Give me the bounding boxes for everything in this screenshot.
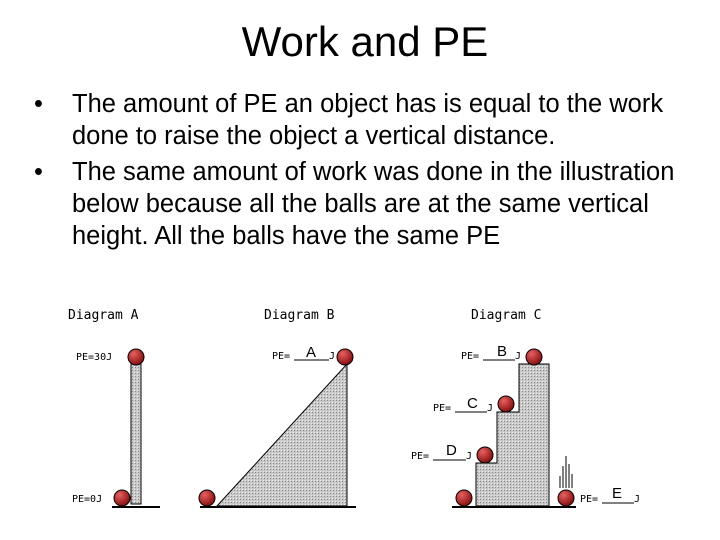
diagram-a [68,308,160,507]
diagram-b-title: Diagram B [264,308,335,323]
diagram-a-title: Diagram A [68,308,139,323]
bullet-text: The same amount of work was done in the illustration below because all the balls are at the same vertical height. All the balls have the same PE [72,158,675,250]
blank-letter: C [467,395,478,412]
diagrams-illustration [0,298,720,540]
ball-icon [477,447,493,463]
diagram-a-bottom-label: PE=0J [72,494,103,505]
pe-suffix: J [487,403,494,414]
pe-suffix: J [515,351,522,362]
ball-icon [456,490,472,506]
slide-title: Work and PE [241,18,489,65]
diagram-c [411,308,640,507]
pe-prefix: PE= [411,451,430,462]
diagram-c-title: Diagram C [471,308,542,323]
diagram-b [199,308,356,507]
motion-lines [560,456,572,488]
blank-letter: B [497,343,508,360]
pe-suffix: J [634,494,641,505]
blank-letter: A [306,344,317,361]
ball-icon [558,490,574,506]
diagram-a-top-label: PE=30J [76,352,113,363]
bullet-text: The amount of PE an object has is equal to the work done to raise the object a vertical distance. [72,90,664,150]
ball-icon [337,349,353,365]
bullet-item [28,88,688,152]
ball-icon [128,349,144,365]
ball-icon [498,396,514,412]
diagram-c-staircase [476,364,549,506]
bullet-item [28,156,688,252]
bullet-list [28,88,688,256]
pe-prefix: PE= [272,351,291,362]
bullet-dot: • [34,90,43,118]
blank-letter: E [612,485,623,502]
pe-suffix: J [329,351,336,362]
blank-letter: D [446,442,457,459]
pe-prefix: PE= [580,494,599,505]
diagram-b-ramp [217,364,347,506]
ball-icon [526,349,542,365]
bullet-dot: • [34,158,43,186]
ball-icon [114,490,130,506]
pe-prefix: PE= [433,403,452,414]
diagram-a-column [131,362,141,504]
ball-icon [199,490,215,506]
pe-suffix: J [466,451,473,462]
pe-prefix: PE= [461,351,480,362]
